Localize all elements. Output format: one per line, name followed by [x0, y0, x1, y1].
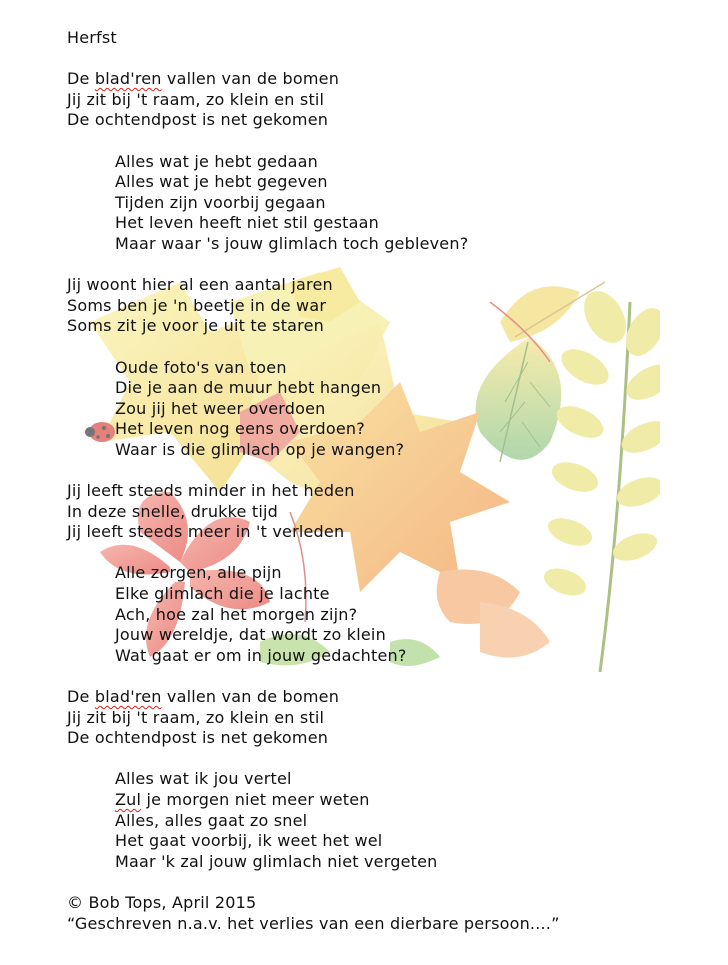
copyright-line: © Bob Tops, April 2015	[67, 892, 257, 912]
poem-line: Soms zit je voor je uit te staren	[67, 316, 324, 336]
spellcheck-word: Zul	[115, 789, 142, 809]
poem-line: Het leven nog eens overdoen?	[115, 419, 365, 439]
poem-line: De ochtendpost is net gekomen	[67, 728, 329, 748]
poem-line: Ach, hoe zal het morgen zijn?	[115, 604, 358, 624]
poem-line: In deze snelle, drukke tijd	[67, 501, 278, 521]
poem-line: Alles wat je hebt gedaan	[115, 151, 318, 171]
poem-line: Alle zorgen, alle pijn	[115, 563, 282, 583]
spellcheck-word: blad'ren	[94, 687, 162, 706]
poem-line: Jij leeft steeds minder in het heden	[67, 481, 355, 501]
poem-line: Oude foto's van toen	[115, 357, 287, 377]
poem-line: Alles wat je hebt gegeven	[115, 172, 328, 192]
poem-title: Herfst	[67, 28, 117, 47]
poem-line: Waar is die glimlach op je wangen?	[115, 439, 405, 459]
poem-line: Het leven heeft niet stil gestaan	[115, 213, 379, 233]
poem-line: Zou jij het weer overdoen	[115, 398, 326, 418]
poem-line: Jij zit bij 't raam, zo klein en stil	[67, 707, 325, 727]
poem-line: Maar waar 's jouw glimlach toch gebleven?	[115, 233, 469, 253]
poem-line: Tijden zijn voorbij gegaan	[115, 192, 326, 212]
poem-line: Jij zit bij 't raam, zo klein en stil	[67, 89, 325, 109]
poem-line: Alles, alles gaat zo snel	[115, 810, 308, 830]
poem-line: De blad'ren vallen van de bomen	[67, 69, 340, 89]
spellcheck-word: blad'ren	[94, 69, 162, 89]
poem-line: Elke glimlach die je lachte	[115, 584, 330, 604]
dedication-note: “Geschreven n.a.v. het verlies van een dierbare persoon....”	[67, 913, 560, 933]
poem-line: Het gaat voorbij, ik weet het wel	[115, 831, 383, 851]
poem-line: Zul je morgen niet meer weten	[115, 789, 370, 809]
poem-line: Jij leeft steeds meer in 't verleden	[67, 522, 345, 542]
poem-line: Alles wat ik jou vertel	[115, 769, 292, 789]
poem-line: Soms ben je 'n beetje in de war	[67, 295, 327, 315]
poem-line: De ochtendpost is net gekomen	[67, 110, 329, 130]
poem-line: Wat gaat er om in jouw gedachten?	[115, 645, 407, 665]
poem-line: Jouw wereldje, dat wordt zo klein	[115, 625, 386, 645]
poem-line: Jij woont hier al een aantal jaren	[67, 275, 333, 295]
poem-line: Die je aan de muur hebt hangen	[115, 378, 382, 398]
poem-document	[67, 28, 707, 934]
poem-line: Maar 'k zal jouw glimlach niet vergeten	[115, 851, 438, 871]
poem-line: De blad'ren vallen van de bomen	[67, 687, 340, 706]
